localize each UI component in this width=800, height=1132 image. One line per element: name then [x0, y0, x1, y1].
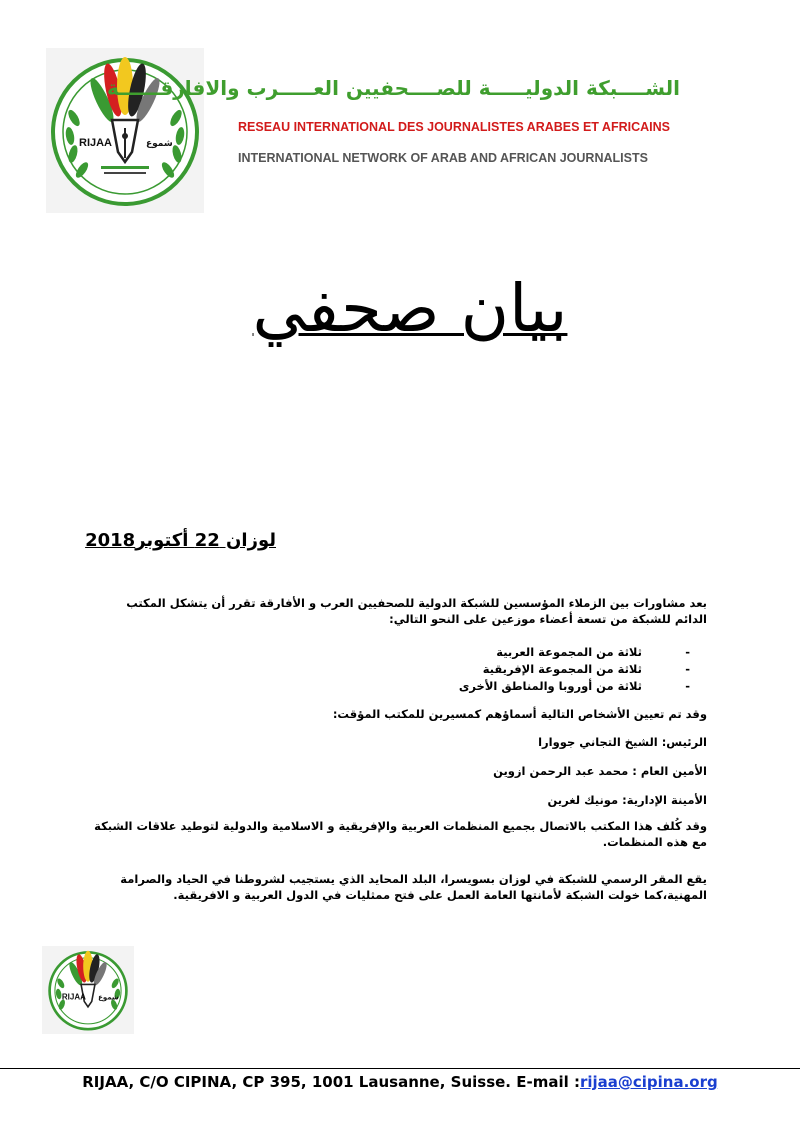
footer-divider [0, 1068, 800, 1069]
headquarters-paragraph: يقع المقر الرسمي للشبكة في لوزان بسويسرا، البلد المحايد الذي يستجيب لشروطنا في الحياد والصرامة المهنية،كما خولت الشبكة لأمانتها العامة العمل على فتح ممثليات في الدول العربية و الافريقية. [120, 872, 707, 902]
svg-text:RIJAA: RIJAA [61, 992, 86, 1002]
list-item [459, 662, 690, 679]
intro-paragraph: بعد مشاورات بين الزملاء المؤسسين للشبكة الدولية للصحفيين العرب و الأفارقة تقرر أن يتشكل المكتب الدائم للشبكة من تسعة أعضاء موزعين على النحو التالي: [126, 596, 707, 626]
rijaa-logo [46, 48, 204, 213]
list-item-text: ثلاثة من المجموعة الإفريقية [482, 662, 642, 676]
appointment-paragraph: وقد تم تعيين الأشخاص التالية أسماؤهم كمسيرين للمكتب المؤقت: [332, 707, 707, 721]
footer-contact [0, 1073, 800, 1091]
press-release-title: بيان صحفي [252, 270, 568, 347]
svg-text:شموع: شموع [98, 993, 119, 1002]
mandate-paragraph: وقد كُلف هذا المكتب بالاتصال بجميع المنظمات العربية والإفريقية و الاسلامية والدولية لتوطيد علاقات الشبكة مع هذه المنظمات. [94, 819, 707, 849]
footer-address: RIJAA, C/O CIPINA, CP 395, 1001 Lausanne, Suisse. E-mail : [82, 1073, 580, 1091]
list-dash: - [685, 645, 690, 659]
laurel-quill-emblem-icon [42, 946, 134, 1034]
email-link[interactable]: rijaa@cipina.org [579, 1073, 718, 1091]
list-item-text: ثلاثة من المجموعة العربية [496, 645, 642, 659]
english-network-name: INTERNATIONAL NETWORK OF ARAB AND AFRICAN JOURNALISTS [238, 151, 648, 165]
arabic-network-name: الشــــبكة الدوليـــــة للصــــحفيين العـــــرب والافارقــــــة [107, 76, 680, 100]
list-item-text: ثلاثة من أوروبا والمناطق الأخرى [458, 679, 642, 693]
list-dash: - [685, 679, 690, 693]
dateline: لوزان 22 أكتوبر2018 [85, 530, 276, 551]
list-item [459, 645, 690, 662]
french-network-name: RESEAU INTERNATIONAL DES JOURNALISTES ARABES ET AFRICAINS [238, 120, 670, 134]
administrative-secretary-line: الأمينة الإدارية: مونيك لغرين [547, 793, 707, 807]
svg-text:شموع: شموع [146, 139, 173, 149]
rijaa-logo-small [42, 946, 134, 1034]
list-item [459, 679, 690, 696]
president-line: الرئيس: الشيخ التجاني جووارا [538, 735, 707, 749]
list-dash: - [685, 662, 690, 676]
secretary-general-line: الأمين العام : محمد عبد الرحمن ازوين [493, 764, 707, 778]
svg-text:RIJAA: RIJAA [79, 137, 113, 149]
laurel-quill-emblem-icon [46, 48, 204, 213]
member-distribution-list [459, 645, 690, 696]
